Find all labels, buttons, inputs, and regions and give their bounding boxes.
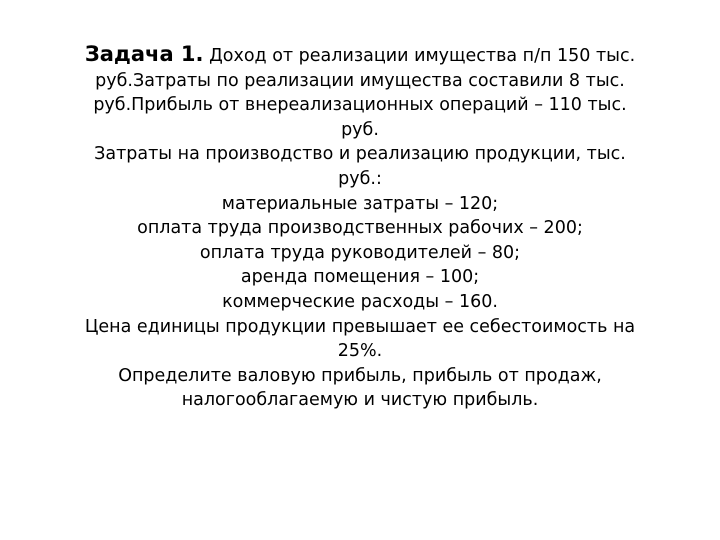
task-line-nonoperating-profit: руб.Прибыль от внереализационных операций – 110 тыс. [93, 95, 627, 116]
cost-item-commercial: коммерческие расходы – 160. [222, 291, 498, 312]
task-line-rub-colon: руб.: [338, 168, 382, 189]
task-line-markup-percent: 25%. [337, 341, 383, 362]
task-line-production-costs-heading: Затраты на производство и реализацию продукции, тыс. [94, 144, 626, 165]
cost-item-management-wages: оплата труда руководителей – 80; [199, 242, 521, 263]
task-line-rub: руб. [341, 119, 379, 140]
cost-item-rent: аренда помещения – 100; [240, 267, 480, 288]
task-line-income: Доход от реализации имущества п/п 150 тыс. [209, 46, 636, 66]
task-first-line [20, 42, 700, 69]
slide-text-block [20, 42, 700, 413]
task-line-question-end: налогооблагаемую и чистую прибыль. [181, 390, 539, 411]
cost-item-materials: материальные затраты – 120; [221, 193, 499, 214]
cost-item-production-wages: оплата труда производственных рабочих – 200; [137, 218, 583, 239]
task-line-sale-costs: руб.Затраты по реализации имущества составили 8 тыс. [95, 70, 625, 91]
task-line-question: Определите валовую прибыль, прибыль от продаж, [118, 365, 602, 386]
task-label: Задача 1. [84, 42, 204, 66]
task-line-price-markup: Цена единицы продукции превышает ее себестоимость на [84, 316, 636, 337]
